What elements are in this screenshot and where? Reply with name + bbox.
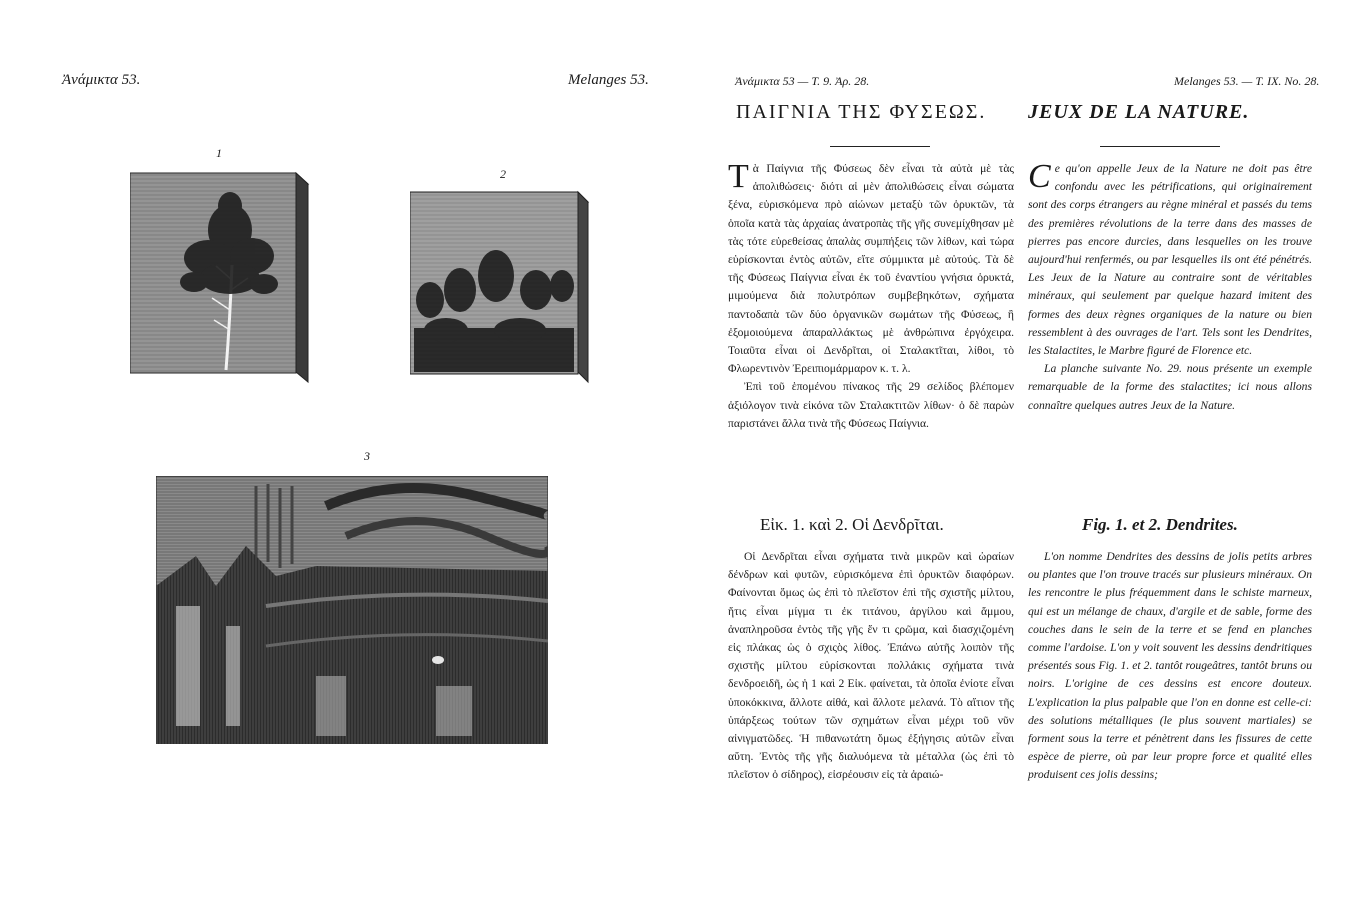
greek-title-rule — [830, 146, 930, 147]
left-header-greek: Ἀνάμικτα 53. — [62, 72, 141, 88]
greek-title: ΠΑΙΓΝΙΑ ΤΗΣ ΦΥΣΕΩΣ. — [736, 101, 987, 123]
figure-label-1: 1 — [216, 146, 222, 160]
french-dropcap: C — [1028, 158, 1051, 195]
french-section-column — [1028, 548, 1312, 785]
french-section-paragraph: L'on nomme Dendrites des dessins de jolis petits arbres ou plantes que l'on trouve tracés sur plusieurs minéraux. On les rencontre le plus fréquemment dans le schiste marneux, qui est un mélange de chaux, d'argile et de sable, forme des couches dans le sein de la terre et se fend en planches comme l'ardoise. L'on y voit souvent les dessins dendritiques présentés sous Fig. 1. et 2. tantôt rougeâtres, tantôt bruns ou noirs. L'origine de ces dessins est encore douteux. L'explication la plus palpable que l'on en donne est celle-ci: des solutions métalliques (le plus souvent martiales) se forment sous la terre et pénètrent dans les fissures de cette espèce de pierre, où par leur propre force et qualité elles produisent ces jolis dessins; — [1028, 550, 1312, 782]
french-intro-paragraph-1: e qu'on appelle Jeux de la Nature ne doit pas être confondu avec les pétrifications, qui originairement sont des corps étrangers au règne minéral et passés du tems des premières révolutions de la terre dans des masses de pierres pas encore durcies, dans lesquelles on les trouve aujourd'hui renfermés, ou par lesquelles ils ont été pénétrés. Les Jeux de la Nature au contraire sont de véritables minéraux, qui seulement par quelque hazard imitent des formes des deux règnes organiques de la nature ou bien ressemblent à des ouvrages de l'art. Tels sont les Dendrites, les Stalactites, le Marbre figuré de Florence etc. — [1028, 162, 1312, 358]
french-title-rule — [1100, 146, 1220, 147]
french-intro-column — [1028, 160, 1312, 415]
greek-intro-paragraph-2: Ἐπὶ τοῦ ἑπομένου πίνακος τῆς 29 σελίδος βλέπομεν ἀξιόλογον τινὰ εἰκόνα τῶν Σταλακτιτῶν λίθων· ὁ δὲ παρὼν παριστάνει ἄλλα τινὰ τῆς Φύσεως Παίγνια. — [728, 380, 1014, 430]
greek-subtitle: Εἰκ. 1. καὶ 2. Οἱ Δενδρῖται. — [760, 515, 944, 534]
figure-3-ruin-marble — [156, 476, 548, 744]
right-header-greek: Ἀνάμικτα 53 — Τ. 9. Ἀρ. 28. — [735, 74, 870, 88]
greek-section-column — [728, 548, 1014, 785]
right-header-french: Melanges 53. — T. IX. No. 28. — [1174, 74, 1320, 88]
greek-section-paragraph: Οἱ Δενδρῖται εἶναι σχήματα τινὰ μικρῶν καὶ ὡραίων δένδρων καὶ φυτῶν, εὑρισκόμενα ἐπὶ ὀρυκτῶν διαφόρων. Φαίνονται ὅμως ὡς ἐπὶ τὸ πλεῖστον ἐπὶ τῆς σχιστῆς μίλτου, ἥτις εἶναι μίγμα τι ἐκ τιτάνου, ἀργίλου καὶ ἄμμου, ἀναπληροῦσα ἐντὸς τῆς γῆς ἔν τι ςρῶμα, καὶ διασχιζομένη εἰς πλάκας ὡς ὁ σχιςὸς λίθος. Ἐπάνω αὐτῆς λοιπὸν τῆς σχιστῆς μίλτου εὑρίσκονται πολλάκις σχήματα τινὰ δενδροειδῆ, ὡς ἡ 1 καὶ 2 Εἰκ. φαίνεται, τὰ ὁποῖα ἐνίοτε εἶναι ὑποκόκκινα, ἄλλοτε αἰθά, καὶ ἄλλοτε μελανά. Τὸ αἴτιον τῆς ὑπάρξεως τούτων τῶν σχημάτων εἶναι μέχρι τοῦ νῦν αἰνιγματῶδες. Ἡ πιθανωτάτη ὅμως ἐξήγησις αὐτῶν εἶναι αὕτη. Ἐντὸς τῆς γῆς διαλυόμενα τὰ μέταλλα (ὡς ἐπὶ τὸ πλεῖστον ὁ σίδηρος), εἰσρέουσιν εἰς τὰ ἀραιώ- — [728, 550, 1014, 782]
figure-1-dendrite-tree — [130, 170, 310, 385]
french-subtitle: Fig. 1. et 2. Dendrites. — [1082, 515, 1238, 534]
figure-label-2: 2 — [500, 167, 506, 181]
greek-intro-paragraph-1: ὰ Παίγνια τῆς Φύσεως δὲν εἶναι τὰ αὐτὰ μὲ τὰς ἀπολιθώσεις· διότι αἱ μὲν ἀπολιθώσεις εἶναι σώματα ξένα, εὑρισκόμενα πρὸ αἰώνων μεταξὺ τῶν ὀρυκτῶν, τὰ ὁποῖα κατὰ τὰς ἀρχαίας ἀνατροπὰς τῆς γῆς συνεμίχθησαν μὲ τὰς τότε εὑρεθείσας ἁπαλὰς συμπήξεις τῶν λίθων, καὶ τώρα εὑρίσκονται ἐντὸς αὐτῶν, εἴτε σύμμικτα μὲ αὐτούς. Τὰ δὲ τῆς Φύσεως Παίγνια εἶναι ἐκ τοῦ ἐναντίου γνήσια ὀρυκτά, μιμούμενα διὰ πολυτρόπων συμβεβηκότων, σχήματα παντοδαπὰ τῶν δύο ὀργανικῶν σωμάτων τῆς Φύσεως, ἢ ἐξομοιούμενα ἀπαραλλάκτως μὲ ἀνθρώπινα ἐργόχειρα. Τοιαῦτα εἶναι οἱ Δενδρῖται, οἱ Σταλακτῖται, λίθοι, τὸ Φλωρεντινὸν Ἐρειπιομάρμαρον κ. τ. λ. — [728, 162, 1014, 376]
french-title: JEUX DE LA NATURE. — [1028, 101, 1250, 123]
figure-label-3: 3 — [364, 449, 370, 463]
figure-2-dendrite-plants — [410, 190, 590, 385]
french-intro-paragraph-2: La planche suivante No. 29. nous présente un exemple remarquable de la forme des stalactites; ici nous allons connaître quelques autres Jeux de la Nature. — [1028, 362, 1312, 412]
left-header-french: Melanges 53. — [568, 72, 649, 88]
greek-dropcap: Τ — [728, 158, 749, 195]
greek-intro-column — [728, 160, 1014, 433]
